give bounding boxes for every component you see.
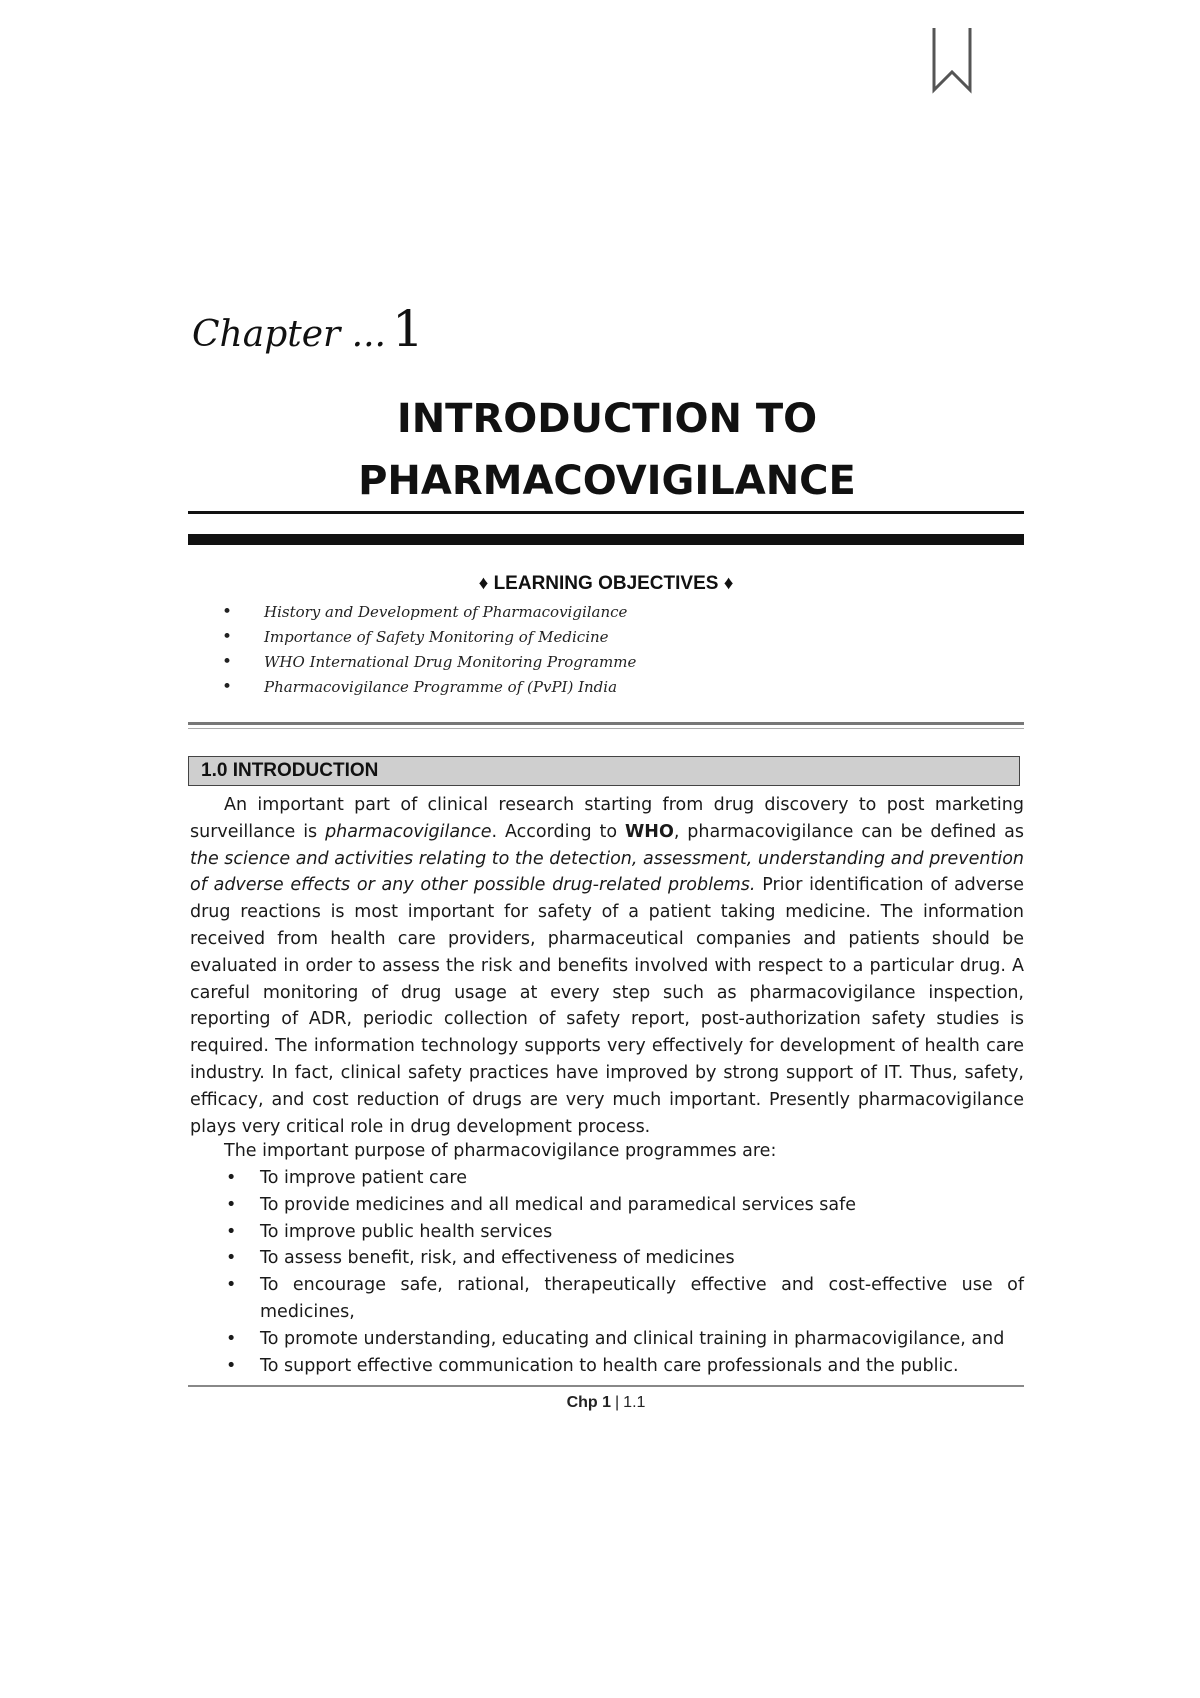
bookmark-icon[interactable] xyxy=(930,26,974,94)
intro-paragraph xyxy=(190,792,1024,1140)
objectives-divider xyxy=(188,722,1024,725)
learning-objectives-heading: ♦ LEARNING OBJECTIVES ♦ xyxy=(478,573,734,594)
purpose-item: • To encourage safe, rational, therapeutically effective and cost-effective use of medicines, xyxy=(222,1272,1024,1326)
learning-objective-item: • Pharmacovigilance Programme of (PvPI) India xyxy=(222,675,636,700)
intro-definition: the science and activities relating to the detection, assessment, understanding and prevention of adverse effects or any other possible drug-related problems. xyxy=(190,848,1024,896)
intro-text-1: An important part of clinical research starting from drug discovery to post marketing surveillance is xyxy=(190,795,1024,842)
footer-page-number: 1.1 xyxy=(623,1394,646,1411)
purpose-list xyxy=(222,1165,1024,1379)
purpose-item: • To assess benefit, risk, and effectiveness of medicines xyxy=(222,1245,1024,1272)
learning-objective-item: • WHO International Drug Monitoring Programme xyxy=(222,650,636,675)
purpose-item: • To improve patient care xyxy=(222,1165,1024,1192)
purpose-item: • To improve public health services xyxy=(222,1219,1024,1246)
learning-objective-item: • History and Development of Pharmacovigilance xyxy=(222,600,636,625)
footer-chapter: Chp 1 xyxy=(566,1394,612,1411)
purpose-item: • To provide medicines and all medical and paramedical services safe xyxy=(222,1192,1024,1219)
objectives-divider-secondary xyxy=(188,728,1024,729)
footer-divider xyxy=(188,1385,1024,1387)
intro-text-2: . According to xyxy=(491,821,625,842)
page-footer xyxy=(188,1394,1024,1412)
intro-text-3: , pharmacovigilance can be defined as xyxy=(673,821,1024,842)
purpose-item: • To promote understanding, educating and clinical training in pharmacovigilance, and xyxy=(222,1326,1024,1353)
section-heading-introduction: 1.0 INTRODUCTION xyxy=(188,756,1020,786)
purpose-lead: The important purpose of pharmacovigilance programmes are: xyxy=(224,1141,777,1161)
title-divider-thick xyxy=(188,534,1024,545)
learning-objectives-list xyxy=(222,600,636,700)
purpose-item: • To support effective communication to health care professionals and the public. xyxy=(222,1353,1024,1380)
intro-term-pharmacovigilance: pharmacovigilance xyxy=(325,821,492,842)
footer-separator: | xyxy=(615,1394,620,1411)
chapter-title-line-1: INTRODUCTION TO xyxy=(396,396,818,442)
intro-who: WHO xyxy=(625,821,674,842)
intro-text-4: Prior identification of adverse drug reactions is most important for safety of a patient taking medicine. The information received from health care providers, pharmaceutical companies and patients should be evaluated in order to assess the risk and benefits involved with respect to a particular drug. A careful monitoring of drug usage at every step such as pharmacovigilance inspection, reporting of ADR, periodic collection of safety report, post-authorization safety studies is required. The information technology supports very effectively for development of health care industry. In fact, clinical safety practices have improved by strong support of IT. Thus, safety, efficacy, and cost reduction of drugs are very much important. Presently pharmacovigilance plays very critical role in drug development process. xyxy=(190,875,1024,1137)
chapter-prefix: Chapter ... xyxy=(192,314,386,355)
chapter-label xyxy=(192,300,424,358)
learning-objective-item: • Importance of Safety Monitoring of Medicine xyxy=(222,625,636,650)
title-divider-thin xyxy=(188,511,1024,514)
chapter-number: 1 xyxy=(392,300,424,358)
chapter-title xyxy=(190,388,1024,512)
chapter-title-line-2: PHARMACOVIGILANCE xyxy=(358,458,856,504)
